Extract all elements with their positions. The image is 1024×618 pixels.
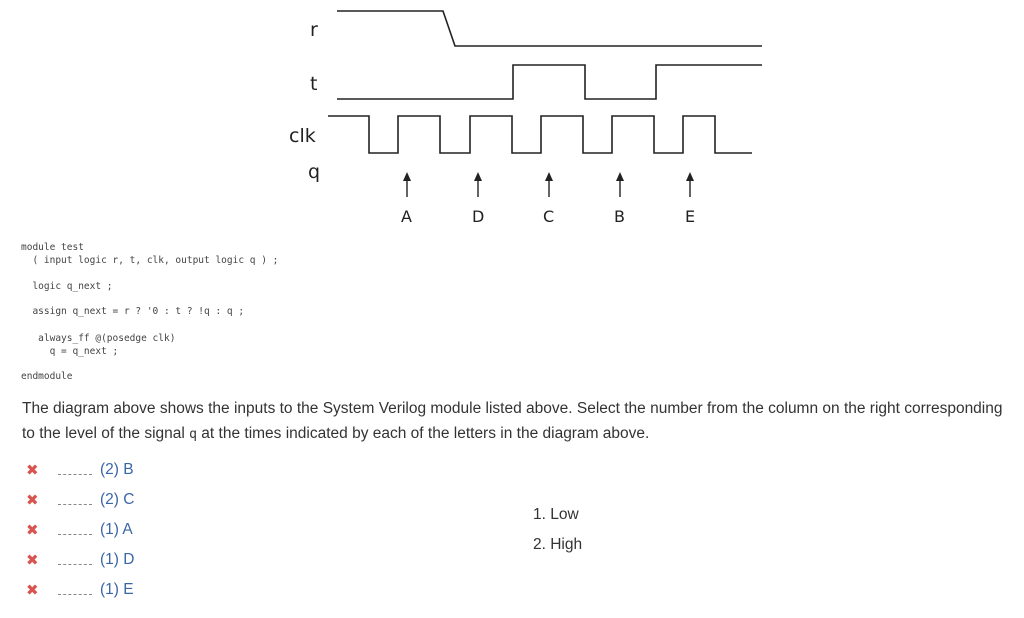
code-line: assign q_next = r ? '0 : t ? !q : q ; (21, 306, 245, 317)
code-line: module test (21, 242, 84, 253)
answer-text: (1) E (100, 581, 134, 598)
question-signal: q (189, 427, 197, 442)
answer-blank (58, 563, 92, 565)
marker-label-C: C (543, 207, 555, 226)
marker-label-B: B (614, 207, 625, 226)
answer-row[interactable] (26, 548, 134, 572)
answer-text: (2) C (100, 491, 135, 508)
incorrect-icon: ✖ (26, 581, 39, 599)
answer-blank (58, 473, 92, 475)
question-text (22, 396, 1007, 447)
answer-row[interactable] (26, 518, 133, 542)
answer-row[interactable] (26, 458, 134, 482)
marker-label-A: A (401, 207, 412, 226)
answer-text: (1) D (100, 551, 135, 568)
signal-label-r: r (310, 19, 318, 41)
answer-row[interactable] (26, 488, 134, 512)
code-line: endmodule (21, 371, 73, 382)
answer-blank (58, 593, 92, 595)
question-part2: at the times indicated by each of the letters in the diagram above. (197, 425, 650, 442)
code-line: always_ff @(posedge clk) (21, 333, 176, 344)
signal-label-clk: clk (289, 125, 316, 147)
marker-E (685, 172, 695, 226)
incorrect-icon: ✖ (26, 491, 39, 509)
marker-C (543, 172, 554, 226)
incorrect-icon: ✖ (26, 461, 39, 479)
answer-row[interactable] (26, 578, 134, 602)
answer-text: (1) A (100, 521, 133, 538)
code-line: q = q_next ; (21, 346, 119, 357)
answer-blank (58, 533, 92, 535)
code-line: logic q_next ; (21, 281, 113, 292)
waveform-r (337, 11, 762, 46)
marker-D (472, 172, 484, 226)
marker-label-D: D (472, 207, 485, 226)
question-part1: The diagram above shows the inputs to the System Verilog module listed above. Select the number from the column on the right corresponding to the level of the signal (22, 400, 1003, 442)
option-high: 2. High (533, 536, 583, 553)
marker-A (401, 172, 412, 226)
code-line: ( input logic r, t, clk, output logic q ) ; (21, 255, 279, 266)
incorrect-icon: ✖ (26, 551, 39, 569)
waveform-t (337, 65, 762, 99)
incorrect-icon: ✖ (26, 521, 39, 539)
signal-label-q: q (308, 161, 321, 183)
waveform-clk (328, 116, 752, 153)
marker-label-E: E (685, 207, 696, 226)
signal-label-t: t (310, 73, 318, 95)
answer-blank (58, 503, 92, 505)
timing-diagram (0, 0, 1024, 240)
marker-B (614, 172, 625, 226)
answer-text: (2) B (100, 461, 134, 478)
option-low: 1. Low (533, 506, 579, 523)
